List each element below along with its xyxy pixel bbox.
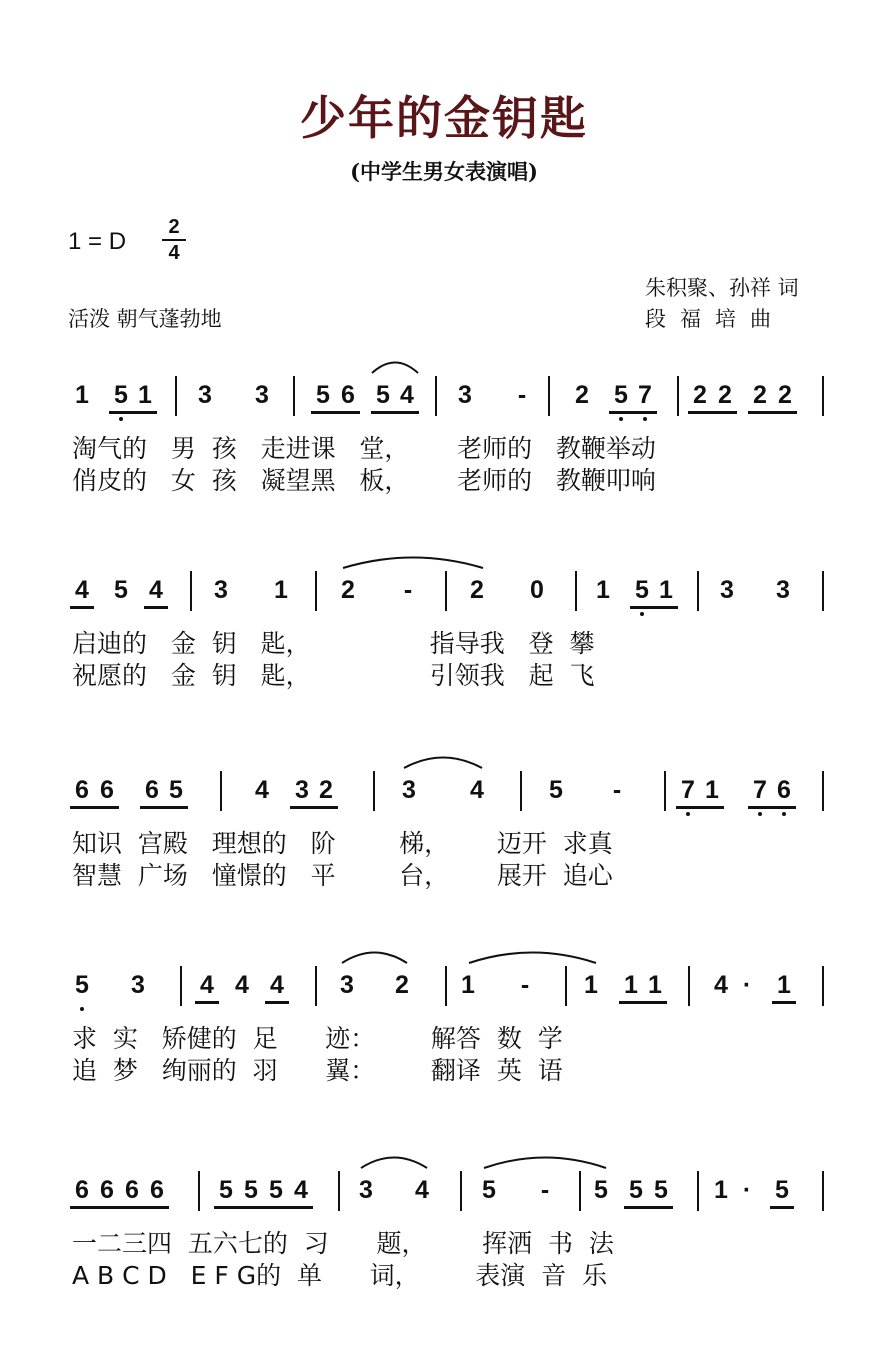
lyrics-verse-1: 淘气的 男 孩 走进课 堂， 老师的 教鞭举动 <box>72 434 656 463</box>
note: 3 <box>214 576 228 604</box>
note: 1 <box>624 971 638 999</box>
beam-underline <box>195 1001 219 1004</box>
beam-underline <box>748 411 797 414</box>
notes-row <box>0 1175 888 1235</box>
note: 6 <box>100 1176 114 1204</box>
note: 4 <box>235 971 249 999</box>
note: 2 <box>778 381 792 409</box>
time-signature-bottom: 4 <box>168 242 180 264</box>
bar-line <box>460 1171 462 1211</box>
slur <box>341 948 408 964</box>
note: 5 <box>635 576 649 604</box>
bar-line <box>822 771 824 811</box>
lyrics-verse-2: 追 梦 绚丽的 羽 翼： 翻译 英 语 <box>72 1056 563 1085</box>
note: 3 <box>255 381 269 409</box>
beam-underline <box>265 1001 289 1004</box>
note: 4 <box>149 576 163 604</box>
beam-underline <box>290 806 338 809</box>
slur <box>342 553 484 569</box>
song-subtitle: (中学生男女表演唱) <box>350 159 538 184</box>
note: 3 <box>359 1176 373 1204</box>
beam-underline <box>70 806 119 809</box>
note: 5 <box>316 381 330 409</box>
note: 1 <box>461 971 475 999</box>
bar-line <box>435 376 437 416</box>
note: 1 <box>777 971 791 999</box>
bar-line <box>445 571 447 611</box>
bar-line <box>688 966 690 1006</box>
bar-line <box>198 1171 200 1211</box>
beam-underline <box>609 411 657 414</box>
bar-line <box>677 376 679 416</box>
composer-credit: 段福培曲 <box>645 307 785 331</box>
note: 4 <box>255 776 269 804</box>
bar-line <box>315 966 317 1006</box>
beam-underline <box>748 806 796 809</box>
lyricist-credit: 朱积聚、孙祥 词 <box>645 276 799 300</box>
note: 5 <box>114 576 128 604</box>
extension-dash: - <box>612 776 622 804</box>
lyrics-verse-2: 俏皮的 女 孩 凝望黑 板， 老师的 教鞭叩响 <box>72 466 656 495</box>
slur <box>403 753 483 769</box>
note: 2 <box>395 971 409 999</box>
note: 2 <box>470 576 484 604</box>
bar-line <box>190 571 192 611</box>
octave-dot <box>758 812 762 816</box>
note: 5 <box>549 776 563 804</box>
bar-line <box>822 966 824 1006</box>
extension-dash: - <box>520 971 530 999</box>
extension-dash: - <box>540 1176 550 1204</box>
bar-line <box>315 571 317 611</box>
beam-underline <box>140 806 188 809</box>
bar-line <box>822 376 824 416</box>
lyrics-verse-2: 智慧 广场 憧憬的 平 台， 展开 追心 <box>72 861 613 890</box>
beam-underline <box>70 606 94 609</box>
note: 1 <box>75 381 89 409</box>
lyrics-verse-1: 知识 宫殿 理想的 阶 梯， 迈开 求真 <box>72 829 613 858</box>
note: 5 <box>482 1176 496 1204</box>
note: 1 <box>705 776 719 804</box>
note: 1 <box>138 381 152 409</box>
bar-line <box>664 771 666 811</box>
bar-line <box>548 376 550 416</box>
beam-underline <box>144 606 168 609</box>
note: 1 <box>596 576 610 604</box>
note: 6 <box>150 1176 164 1204</box>
lyrics-verse-1: 求 实 矫健的 足 迹： 解答 数 学 <box>72 1024 563 1053</box>
extension-dash: - <box>403 576 413 604</box>
time-signature <box>162 216 186 264</box>
beam-underline <box>70 1206 169 1209</box>
note: 6 <box>145 776 159 804</box>
note: · <box>742 971 752 999</box>
note: 7 <box>638 381 652 409</box>
note: 5 <box>269 1176 283 1204</box>
bar-line <box>180 966 182 1006</box>
note: 2 <box>693 381 707 409</box>
notation-system-5 <box>0 1175 888 1365</box>
notation-system-3 <box>0 775 888 965</box>
notation-system-2 <box>0 575 888 765</box>
note: 4 <box>270 971 284 999</box>
bar-line <box>520 771 522 811</box>
time-signature-top: 2 <box>168 216 180 238</box>
beam-underline <box>109 411 157 414</box>
note: 5 <box>629 1176 643 1204</box>
note: 6 <box>75 776 89 804</box>
bar-line <box>293 376 295 416</box>
note: 3 <box>198 381 212 409</box>
beam-underline <box>619 1001 667 1004</box>
octave-dot <box>619 417 623 421</box>
lyrics-verse-1: 一二三四 五六七的 习 题， 挥洒 书 法 <box>72 1229 614 1258</box>
notes-row <box>0 775 888 835</box>
note: 5 <box>376 381 390 409</box>
note: 5 <box>775 1176 789 1204</box>
tempo-marking: 活泼 朝气蓬勃地 <box>68 307 222 331</box>
note: 4 <box>714 971 728 999</box>
note: 1 <box>584 971 598 999</box>
note: 4 <box>400 381 414 409</box>
bar-line <box>445 966 447 1006</box>
note: 1 <box>274 576 288 604</box>
note: 3 <box>295 776 309 804</box>
bar-line <box>373 771 375 811</box>
note: 5 <box>169 776 183 804</box>
beam-underline <box>676 806 724 809</box>
beam-underline <box>770 1206 794 1209</box>
note: 2 <box>753 381 767 409</box>
bar-line <box>175 376 177 416</box>
note: 5 <box>614 381 628 409</box>
note: 0 <box>530 576 544 604</box>
note: 1 <box>659 576 673 604</box>
beam-underline <box>688 411 737 414</box>
note: 5 <box>75 971 89 999</box>
octave-dot <box>686 812 690 816</box>
octave-dot <box>119 417 123 421</box>
note: 5 <box>114 381 128 409</box>
octave-dot <box>640 612 644 616</box>
slur <box>468 948 597 964</box>
note: 3 <box>340 971 354 999</box>
beam-underline <box>311 411 360 414</box>
note: 7 <box>681 776 695 804</box>
note: 1 <box>648 971 662 999</box>
octave-dot <box>643 417 647 421</box>
notes-row <box>0 380 888 440</box>
bar-line <box>822 571 824 611</box>
extension-dash: - <box>517 381 527 409</box>
beam-underline <box>630 606 678 609</box>
note: 6 <box>777 776 791 804</box>
bar-line <box>822 1171 824 1211</box>
note: 3 <box>402 776 416 804</box>
note: 2 <box>575 381 589 409</box>
note: 7 <box>753 776 767 804</box>
note: 1 <box>714 1176 728 1204</box>
note: · <box>742 1176 752 1204</box>
note: 4 <box>470 776 484 804</box>
note: 6 <box>75 1176 89 1204</box>
beam-underline <box>371 411 419 414</box>
bar-line <box>565 966 567 1006</box>
note: 3 <box>458 381 472 409</box>
note: 5 <box>594 1176 608 1204</box>
beam-underline <box>772 1001 796 1004</box>
bar-line <box>338 1171 340 1211</box>
note: 6 <box>125 1176 139 1204</box>
note: 6 <box>100 776 114 804</box>
note: 5 <box>219 1176 233 1204</box>
note: 4 <box>415 1176 429 1204</box>
octave-dot <box>80 1007 84 1011</box>
note: 3 <box>720 576 734 604</box>
beam-underline <box>214 1206 313 1209</box>
lyrics-verse-2: 祝愿的 金 钥 匙， 引领我 起 飞 <box>72 661 595 690</box>
note: 5 <box>654 1176 668 1204</box>
notation-system-1 <box>0 380 888 570</box>
slur <box>360 1153 428 1169</box>
beam-underline <box>624 1206 673 1209</box>
note: 5 <box>244 1176 258 1204</box>
note: 3 <box>776 576 790 604</box>
note: 2 <box>341 576 355 604</box>
note: 4 <box>294 1176 308 1204</box>
bar-line <box>697 1171 699 1211</box>
song-title: 少年的金钥匙 <box>300 91 588 145</box>
slur <box>483 1153 607 1169</box>
bar-line <box>220 771 222 811</box>
note: 3 <box>131 971 145 999</box>
note: 2 <box>319 776 333 804</box>
slur <box>371 358 419 374</box>
note: 2 <box>718 381 732 409</box>
notes-row <box>0 970 888 1030</box>
bar-line <box>697 571 699 611</box>
note: 4 <box>75 576 89 604</box>
notes-row <box>0 575 888 635</box>
lyrics-verse-1: 启迪的 金 钥 匙， 指导我 登 攀 <box>72 629 595 658</box>
key-signature: 1 = D <box>68 228 127 255</box>
note: 4 <box>200 971 214 999</box>
bar-line <box>575 571 577 611</box>
time-signature-line <box>162 239 186 241</box>
notation-system-4 <box>0 970 888 1160</box>
octave-dot <box>782 812 786 816</box>
lyrics-verse-2: A B C D E F G的 单 词， 表演 音 乐 <box>72 1261 608 1290</box>
note: 6 <box>341 381 355 409</box>
bar-line <box>579 1171 581 1211</box>
